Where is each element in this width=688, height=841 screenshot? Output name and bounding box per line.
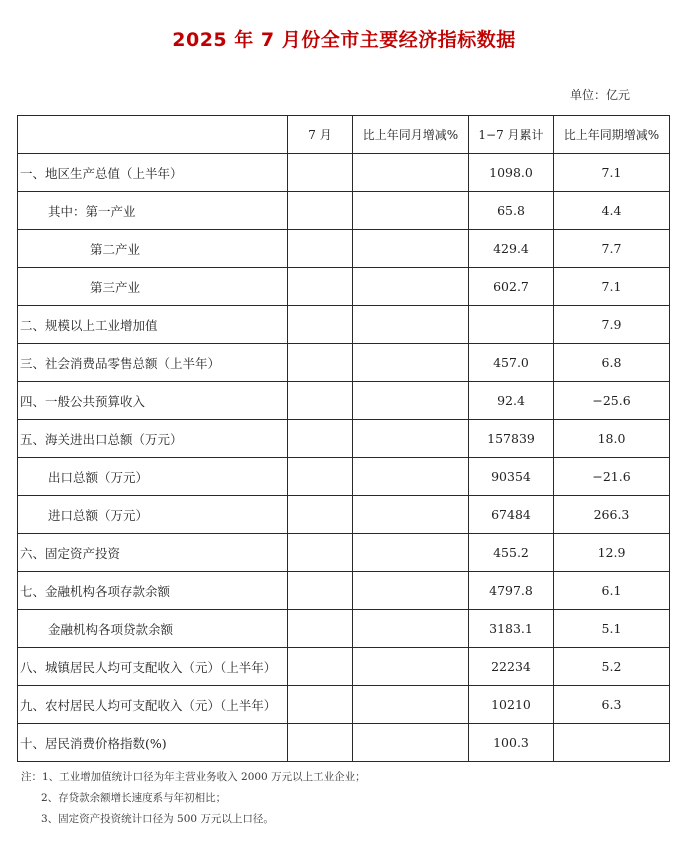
cumulative-value-cell: 92.4 [469,382,554,420]
note-line-3: 3、固定资产投资统计口径为 500 万元以上口径。 [41,813,274,825]
table-row [18,192,670,230]
month-value-cell [288,420,353,458]
month-value-cell [288,154,353,192]
indicator-name-cell: 金融机构各项贷款余额 [18,610,288,648]
indicator-name-cell: 二、规模以上工业增加值 [18,306,288,344]
indicator-name-cell: 第二产业 [18,230,288,268]
cumulative-value-cell: 157839 [469,420,554,458]
table-row [18,686,670,724]
header-cumulative: 1−7 月累计 [469,116,554,154]
month-change-cell [353,686,469,724]
month-value-cell [288,534,353,572]
month-change-cell [353,230,469,268]
header-indicator [18,116,288,154]
table-row [18,230,670,268]
cumulative-change-cell: −21.6 [554,458,670,496]
table-body [18,154,670,762]
cumulative-value-cell: 455.2 [469,534,554,572]
header-month-change: 比上年同月增减% [353,116,469,154]
cumulative-change-cell: 6.8 [554,344,670,382]
cumulative-change-cell: 7.7 [554,230,670,268]
indicator-name-cell: 十、居民消费价格指数(%) [18,724,288,762]
header-cumulative-change: 比上年同期增减% [554,116,670,154]
indicator-name-cell: 三、社会消费品零售总额（上半年） [18,344,288,382]
table-row [18,420,670,458]
table-row [18,268,670,306]
month-change-cell [353,268,469,306]
indicator-name-cell: 五、海关进出口总额（万元） [18,420,288,458]
month-value-cell [288,686,353,724]
notes [21,767,366,830]
cumulative-change-cell: 7.9 [554,306,670,344]
table-row [18,344,670,382]
cumulative-change-cell: 5.2 [554,648,670,686]
cumulative-change-cell: 5.1 [554,610,670,648]
month-change-cell [353,496,469,534]
cumulative-value-cell: 90354 [469,458,554,496]
cumulative-change-cell: 6.1 [554,572,670,610]
indicator-name-cell: 其中：第一产业 [18,192,288,230]
month-value-cell [288,648,353,686]
cumulative-change-cell: −25.6 [554,382,670,420]
unit-label: 单位：亿元 [569,88,630,102]
table-row [18,458,670,496]
table-row [18,154,670,192]
cumulative-value-cell: 4797.8 [469,572,554,610]
month-value-cell [288,192,353,230]
indicator-name-cell: 进口总额（万元） [18,496,288,534]
month-value-cell [288,610,353,648]
table-row [18,724,670,762]
cumulative-change-cell: 7.1 [554,268,670,306]
cumulative-value-cell [469,306,554,344]
month-value-cell [288,496,353,534]
indicator-name-cell: 一、地区生产总值（上半年） [18,154,288,192]
table-row [18,572,670,610]
month-change-cell [353,648,469,686]
table-row [18,496,670,534]
cumulative-change-cell: 6.3 [554,686,670,724]
cumulative-value-cell: 100.3 [469,724,554,762]
month-change-cell [353,534,469,572]
cumulative-change-cell: 4.4 [554,192,670,230]
cumulative-value-cell: 22234 [469,648,554,686]
indicators-table [17,115,670,762]
cumulative-value-cell: 10210 [469,686,554,724]
indicator-name-cell: 六、固定资产投资 [18,534,288,572]
header-month: 7 月 [288,116,353,154]
indicator-name-cell: 七、金融机构各项存款余额 [18,572,288,610]
table-row [18,306,670,344]
table-row [18,610,670,648]
month-change-cell [353,192,469,230]
month-value-cell [288,268,353,306]
table-row [18,534,670,572]
table-header-row [18,116,670,154]
indicator-name-cell: 八、城镇居民人均可支配收入（元）（上半年） [18,648,288,686]
month-value-cell [288,344,353,382]
cumulative-value-cell: 457.0 [469,344,554,382]
month-change-cell [353,458,469,496]
cumulative-change-cell: 12.9 [554,534,670,572]
month-value-cell [288,572,353,610]
cumulative-value-cell: 3183.1 [469,610,554,648]
indicator-name-cell: 第三产业 [18,268,288,306]
month-change-cell [353,572,469,610]
month-change-cell [353,344,469,382]
cumulative-change-cell: 7.1 [554,154,670,192]
cumulative-value-cell: 602.7 [469,268,554,306]
cumulative-value-cell: 1098.0 [469,154,554,192]
indicator-name-cell: 四、一般公共预算收入 [18,382,288,420]
cumulative-value-cell: 429.4 [469,230,554,268]
month-change-cell [353,724,469,762]
indicator-name-cell: 出口总额（万元） [18,458,288,496]
cumulative-change-cell: 266.3 [554,496,670,534]
table-row [18,648,670,686]
cumulative-change-cell: 18.0 [554,420,670,458]
page-title: 2025 年 7 月份全市主要经济指标数据 [172,29,516,51]
note-line-1: 注：1、工业增加值统计口径为年主营业务收入 2000 万元以上工业企业； [21,771,366,783]
month-change-cell [353,154,469,192]
month-change-cell [353,420,469,458]
cumulative-change-cell [554,724,670,762]
table-row [18,382,670,420]
month-value-cell [288,724,353,762]
cumulative-value-cell: 67484 [469,496,554,534]
month-value-cell [288,306,353,344]
note-line-2: 2、存贷款余额增长速度系与年初相比； [41,792,227,804]
month-value-cell [288,458,353,496]
month-value-cell [288,382,353,420]
month-change-cell [353,610,469,648]
month-value-cell [288,230,353,268]
month-change-cell [353,306,469,344]
month-change-cell [353,382,469,420]
indicator-name-cell: 九、农村居民人均可支配收入（元）（上半年） [18,686,288,724]
cumulative-value-cell: 65.8 [469,192,554,230]
